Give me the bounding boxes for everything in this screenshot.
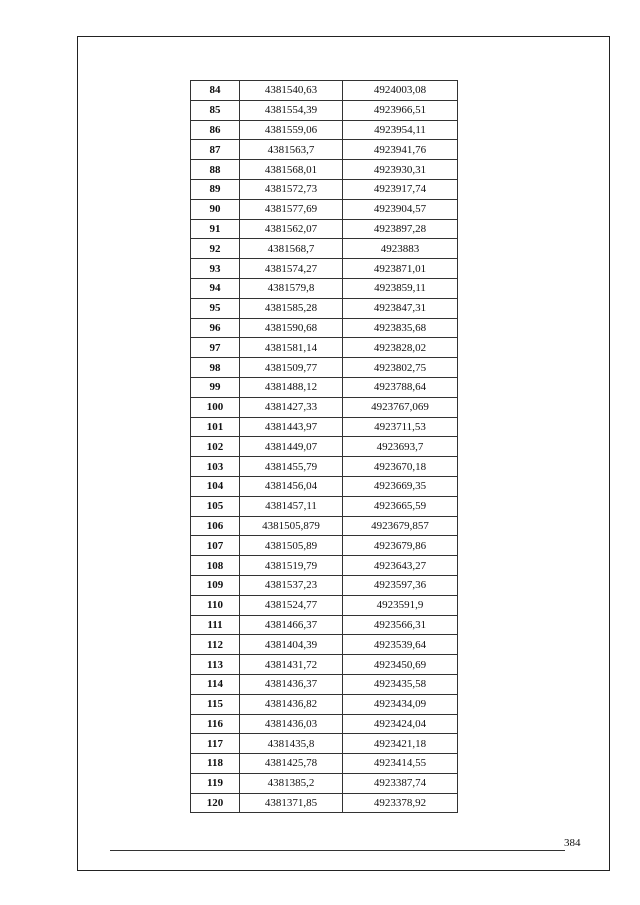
x-coordinate-cell: 4381554,39: [240, 100, 343, 120]
y-coordinate-cell: 4923930,31: [343, 160, 458, 180]
point-number-cell: 118: [191, 754, 240, 774]
point-number-cell: 102: [191, 437, 240, 457]
x-coordinate-cell: 4381568,01: [240, 160, 343, 180]
table-row: [191, 298, 458, 318]
point-number-cell: 90: [191, 199, 240, 219]
x-coordinate-cell: 4381585,28: [240, 298, 343, 318]
y-coordinate-cell: 4923434,09: [343, 694, 458, 714]
table-row: [191, 595, 458, 615]
y-coordinate-cell: 4924003,08: [343, 81, 458, 101]
table-row: [191, 377, 458, 397]
table-row: [191, 674, 458, 694]
table-row: [191, 318, 458, 338]
x-coordinate-cell: 4381456,04: [240, 476, 343, 496]
y-coordinate-cell: 4923835,68: [343, 318, 458, 338]
y-coordinate-cell: 4923414,55: [343, 754, 458, 774]
y-coordinate-cell: 4923421,18: [343, 734, 458, 754]
x-coordinate-cell: 4381436,03: [240, 714, 343, 734]
x-coordinate-cell: 4381537,23: [240, 575, 343, 595]
point-number-cell: 113: [191, 655, 240, 675]
y-coordinate-cell: 4923643,27: [343, 556, 458, 576]
table-row: [191, 179, 458, 199]
y-coordinate-cell: 4923670,18: [343, 457, 458, 477]
table-row: [191, 615, 458, 635]
x-coordinate-cell: 4381457,11: [240, 496, 343, 516]
x-coordinate-cell: 4381524,77: [240, 595, 343, 615]
x-coordinate-cell: 4381425,78: [240, 754, 343, 774]
point-number-cell: 89: [191, 179, 240, 199]
y-coordinate-cell: 4923966,51: [343, 100, 458, 120]
point-number-cell: 107: [191, 536, 240, 556]
point-number-cell: 120: [191, 793, 240, 813]
point-number-cell: 93: [191, 259, 240, 279]
coordinates-table: [190, 80, 458, 813]
x-coordinate-cell: 4381436,82: [240, 694, 343, 714]
point-number-cell: 84: [191, 81, 240, 101]
x-coordinate-cell: 4381455,79: [240, 457, 343, 477]
point-number-cell: 108: [191, 556, 240, 576]
y-coordinate-cell: 4923387,74: [343, 773, 458, 793]
table-row: [191, 259, 458, 279]
table-row: [191, 457, 458, 477]
x-coordinate-cell: 4381509,77: [240, 358, 343, 378]
x-coordinate-cell: 4381466,37: [240, 615, 343, 635]
y-coordinate-cell: 4923665,59: [343, 496, 458, 516]
x-coordinate-cell: 4381519,79: [240, 556, 343, 576]
x-coordinate-cell: 4381563,7: [240, 140, 343, 160]
y-coordinate-cell: 4923669,35: [343, 476, 458, 496]
x-coordinate-cell: 4381579,8: [240, 278, 343, 298]
point-number-cell: 103: [191, 457, 240, 477]
point-number-cell: 95: [191, 298, 240, 318]
x-coordinate-cell: 4381431,72: [240, 655, 343, 675]
y-coordinate-cell: 4923954,11: [343, 120, 458, 140]
x-coordinate-cell: 4381443,97: [240, 417, 343, 437]
table-row: [191, 536, 458, 556]
x-coordinate-cell: 4381559,06: [240, 120, 343, 140]
table-row: [191, 714, 458, 734]
table-row: [191, 793, 458, 813]
table-row: [191, 160, 458, 180]
table-row: [191, 556, 458, 576]
x-coordinate-cell: 4381435,8: [240, 734, 343, 754]
coordinates-table-body: [191, 81, 458, 813]
x-coordinate-cell: 4381449,07: [240, 437, 343, 457]
table-row: [191, 358, 458, 378]
table-row: [191, 81, 458, 101]
y-coordinate-cell: 4923711,53: [343, 417, 458, 437]
table-row: [191, 694, 458, 714]
table-row: [191, 219, 458, 239]
x-coordinate-cell: 4381581,14: [240, 338, 343, 358]
table-row: [191, 773, 458, 793]
table-row: [191, 100, 458, 120]
point-number-cell: 111: [191, 615, 240, 635]
y-coordinate-cell: 4923435,58: [343, 674, 458, 694]
point-number-cell: 87: [191, 140, 240, 160]
table-row: [191, 239, 458, 259]
y-coordinate-cell: 4923591,9: [343, 595, 458, 615]
point-number-cell: 106: [191, 516, 240, 536]
table-row: [191, 199, 458, 219]
y-coordinate-cell: 4923788,64: [343, 377, 458, 397]
y-coordinate-cell: 4923904,57: [343, 199, 458, 219]
table-row: [191, 476, 458, 496]
page-number: 384: [564, 837, 581, 849]
point-number-cell: 88: [191, 160, 240, 180]
y-coordinate-cell: 4923424,04: [343, 714, 458, 734]
y-coordinate-cell: 4923883: [343, 239, 458, 259]
point-number-cell: 119: [191, 773, 240, 793]
table-row: [191, 140, 458, 160]
x-coordinate-cell: 4381574,27: [240, 259, 343, 279]
x-coordinate-cell: 4381562,07: [240, 219, 343, 239]
y-coordinate-cell: 4923679,86: [343, 536, 458, 556]
y-coordinate-cell: 4923378,92: [343, 793, 458, 813]
point-number-cell: 100: [191, 397, 240, 417]
point-number-cell: 115: [191, 694, 240, 714]
x-coordinate-cell: 4381505,89: [240, 536, 343, 556]
point-number-cell: 112: [191, 635, 240, 655]
table-row: [191, 575, 458, 595]
point-number-cell: 92: [191, 239, 240, 259]
table-row: [191, 516, 458, 536]
y-coordinate-cell: 4923917,74: [343, 179, 458, 199]
point-number-cell: 109: [191, 575, 240, 595]
table-row: [191, 635, 458, 655]
point-number-cell: 91: [191, 219, 240, 239]
point-number-cell: 105: [191, 496, 240, 516]
point-number-cell: 116: [191, 714, 240, 734]
table-row: [191, 120, 458, 140]
y-coordinate-cell: 4923941,76: [343, 140, 458, 160]
point-number-cell: 110: [191, 595, 240, 615]
y-coordinate-cell: 4923679,857: [343, 516, 458, 536]
x-coordinate-cell: 4381385,2: [240, 773, 343, 793]
table-row: [191, 338, 458, 358]
point-number-cell: 99: [191, 377, 240, 397]
x-coordinate-cell: 4381590,68: [240, 318, 343, 338]
point-number-cell: 96: [191, 318, 240, 338]
table-row: [191, 437, 458, 457]
y-coordinate-cell: 4923693,7: [343, 437, 458, 457]
point-number-cell: 86: [191, 120, 240, 140]
y-coordinate-cell: 4923597,36: [343, 575, 458, 595]
point-number-cell: 101: [191, 417, 240, 437]
y-coordinate-cell: 4923539,64: [343, 635, 458, 655]
table-row: [191, 417, 458, 437]
table-row: [191, 496, 458, 516]
x-coordinate-cell: 4381505,879: [240, 516, 343, 536]
x-coordinate-cell: 4381427,33: [240, 397, 343, 417]
point-number-cell: 85: [191, 100, 240, 120]
point-number-cell: 104: [191, 476, 240, 496]
point-number-cell: 94: [191, 278, 240, 298]
x-coordinate-cell: 4381577,69: [240, 199, 343, 219]
footer-rule: [110, 850, 565, 851]
y-coordinate-cell: 4923450,69: [343, 655, 458, 675]
table-row: [191, 754, 458, 774]
x-coordinate-cell: 4381404,39: [240, 635, 343, 655]
y-coordinate-cell: 4923847,31: [343, 298, 458, 318]
point-number-cell: 98: [191, 358, 240, 378]
y-coordinate-cell: 4923566,31: [343, 615, 458, 635]
x-coordinate-cell: 4381371,85: [240, 793, 343, 813]
y-coordinate-cell: 4923828,02: [343, 338, 458, 358]
x-coordinate-cell: 4381568,7: [240, 239, 343, 259]
point-number-cell: 114: [191, 674, 240, 694]
y-coordinate-cell: 4923802,75: [343, 358, 458, 378]
table-row: [191, 278, 458, 298]
point-number-cell: 97: [191, 338, 240, 358]
table-row: [191, 734, 458, 754]
y-coordinate-cell: 4923897,28: [343, 219, 458, 239]
point-number-cell: 117: [191, 734, 240, 754]
y-coordinate-cell: 4923859,11: [343, 278, 458, 298]
x-coordinate-cell: 4381572,73: [240, 179, 343, 199]
y-coordinate-cell: 4923871,01: [343, 259, 458, 279]
x-coordinate-cell: 4381540,63: [240, 81, 343, 101]
x-coordinate-cell: 4381436,37: [240, 674, 343, 694]
table-row: [191, 397, 458, 417]
x-coordinate-cell: 4381488,12: [240, 377, 343, 397]
table-row: [191, 655, 458, 675]
y-coordinate-cell: 4923767,069: [343, 397, 458, 417]
